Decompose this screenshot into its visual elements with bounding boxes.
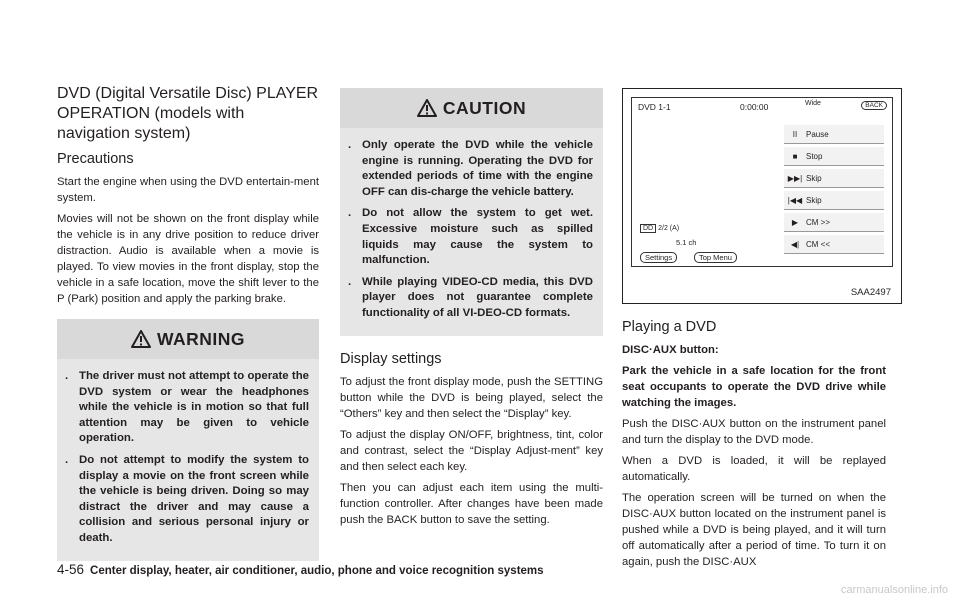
list-item: . Do not allow the system to get wet. Excessive moisture such as spilled liquids may cause the system to malfunction. [348, 207, 593, 267]
screen-time: 0:00:00 [740, 102, 769, 112]
paragraph: To adjust the front display mode, push the SETTING button while the DVD is being played, select the “Others” key and then select the “Display” key. [340, 375, 603, 420]
channel-indicator: 5.1 ch [676, 238, 697, 247]
column-1 [57, 84, 319, 561]
dvd-screen [631, 97, 893, 267]
column-3 [622, 306, 886, 575]
figure-id: SAA2497 [850, 287, 891, 298]
cm-forward-button[interactable]: ▶ CM >> [784, 213, 884, 232]
top-menu-button[interactable]: Top Menu [694, 252, 737, 263]
paragraph: Then you can adjust each item using the multi-function controller. After changes have been made push the BACK button to save the setting. [340, 481, 603, 526]
warning-header [57, 319, 319, 359]
list-item: . While playing VIDEO-CD media, this DVD player does not guarantee complete functionality of all VI-DEO-CD formats. [348, 275, 593, 319]
warning-triangle-icon [131, 330, 151, 348]
bold-heading: DISC·AUX button: [622, 344, 719, 356]
settings-button[interactable]: Settings [640, 252, 677, 263]
reverse-icon: ◀| [790, 239, 800, 249]
dolby-icon: DD [640, 224, 656, 233]
control-list [784, 125, 884, 257]
back-button[interactable]: BACK [861, 101, 887, 110]
subsection-display-settings: Display settings [340, 350, 442, 367]
column-2 [340, 88, 603, 533]
warning-title: WARNING [156, 328, 246, 349]
subsection-precautions: Precautions [57, 151, 134, 167]
caution-header [340, 88, 603, 128]
paragraph: Start the engine when using the DVD entertain-ment system. [57, 176, 319, 204]
paragraph: When a DVD is loaded, it will be replayed automatically. [622, 455, 886, 483]
paragraph: The operation screen will be turned on when the DISC·AUX button located on the instrument panel is pushed while a DVD is being played, and it will turn off automatically after a period of time. To turn it on again, push the DISC·AUX [622, 492, 886, 568]
pause-button[interactable]: II Pause [784, 125, 884, 144]
screen-title: DVD 1-1 [638, 102, 671, 112]
warning-triangle-icon [417, 99, 437, 117]
paragraph: Movies will not be shown on the front display while the vehicle is in any drive position to reduce driver distraction. Audio is available when a movie is played. To view movies in the front display, stop the vehicle in a safe location, move the shift lever to the P (Park) position and apply the parking brake. [57, 213, 319, 305]
cm-back-button[interactable]: ◀| CM << [784, 235, 884, 254]
page-number: 4-56 [57, 562, 85, 577]
stop-button[interactable]: ■ Stop [784, 147, 884, 166]
warning-body [57, 359, 319, 561]
watermark: carmanualsonline.info [840, 584, 948, 596]
list-item: . The driver must not attempt to operate the DVD system or wear the headphones while the vehicle is in motion so that full attention may be given to vehicle operation. [65, 370, 309, 445]
audio-indicator: DD 2/2 (A) [640, 224, 679, 233]
pause-icon: II [792, 129, 798, 139]
caution-body [340, 128, 603, 336]
skip-forward-button[interactable]: ▶▶| Skip [784, 169, 884, 188]
subsection-playing-dvd: Playing a DVD [622, 319, 717, 335]
bold-paragraph: Park the vehicle in a safe location for the front seat occupants to operate the DVD drive while watching the images. [622, 365, 886, 409]
paragraph: Push the DISC·AUX button on the instrument panel and turn the display to the DVD mode. [622, 418, 886, 446]
section-title: DVD (Digital Versatile Disc) PLAYER OPERATION (models with navigation system) [57, 85, 319, 142]
caution-box [340, 88, 603, 336]
caution-title: CAUTION [442, 97, 527, 118]
list-item: . Do not attempt to modify the system to display a movie on the front screen while the vehicle is being driven. Doing so may distract the driver and may cause a collision and serious personal injury or death. [65, 453, 309, 544]
skip-back-icon: |◀◀ [787, 195, 803, 205]
skip-forward-icon: ▶▶| [787, 173, 803, 183]
list-item: . Only operate the DVD while the vehicle engine is running. Operating the DVD for extended periods of time with the engine OFF can dis-charge the vehicle battery. [348, 139, 593, 198]
play-icon: ▶ [791, 217, 799, 227]
footer-text: Center display, heater, air conditioner, audio, phone and voice recognition systems [90, 565, 544, 577]
screen-wide: Wide [805, 100, 821, 107]
page-footer [57, 562, 544, 577]
warning-box [57, 319, 319, 561]
paragraph: To adjust the display ON/OFF, brightness, tint, color and contrast, select the “Display Adjust-ment” key and then select each key. [340, 428, 603, 473]
skip-back-button[interactable]: |◀◀ Skip [784, 191, 884, 210]
dvd-screen-figure [622, 88, 902, 304]
stop-icon: ■ [792, 151, 798, 161]
